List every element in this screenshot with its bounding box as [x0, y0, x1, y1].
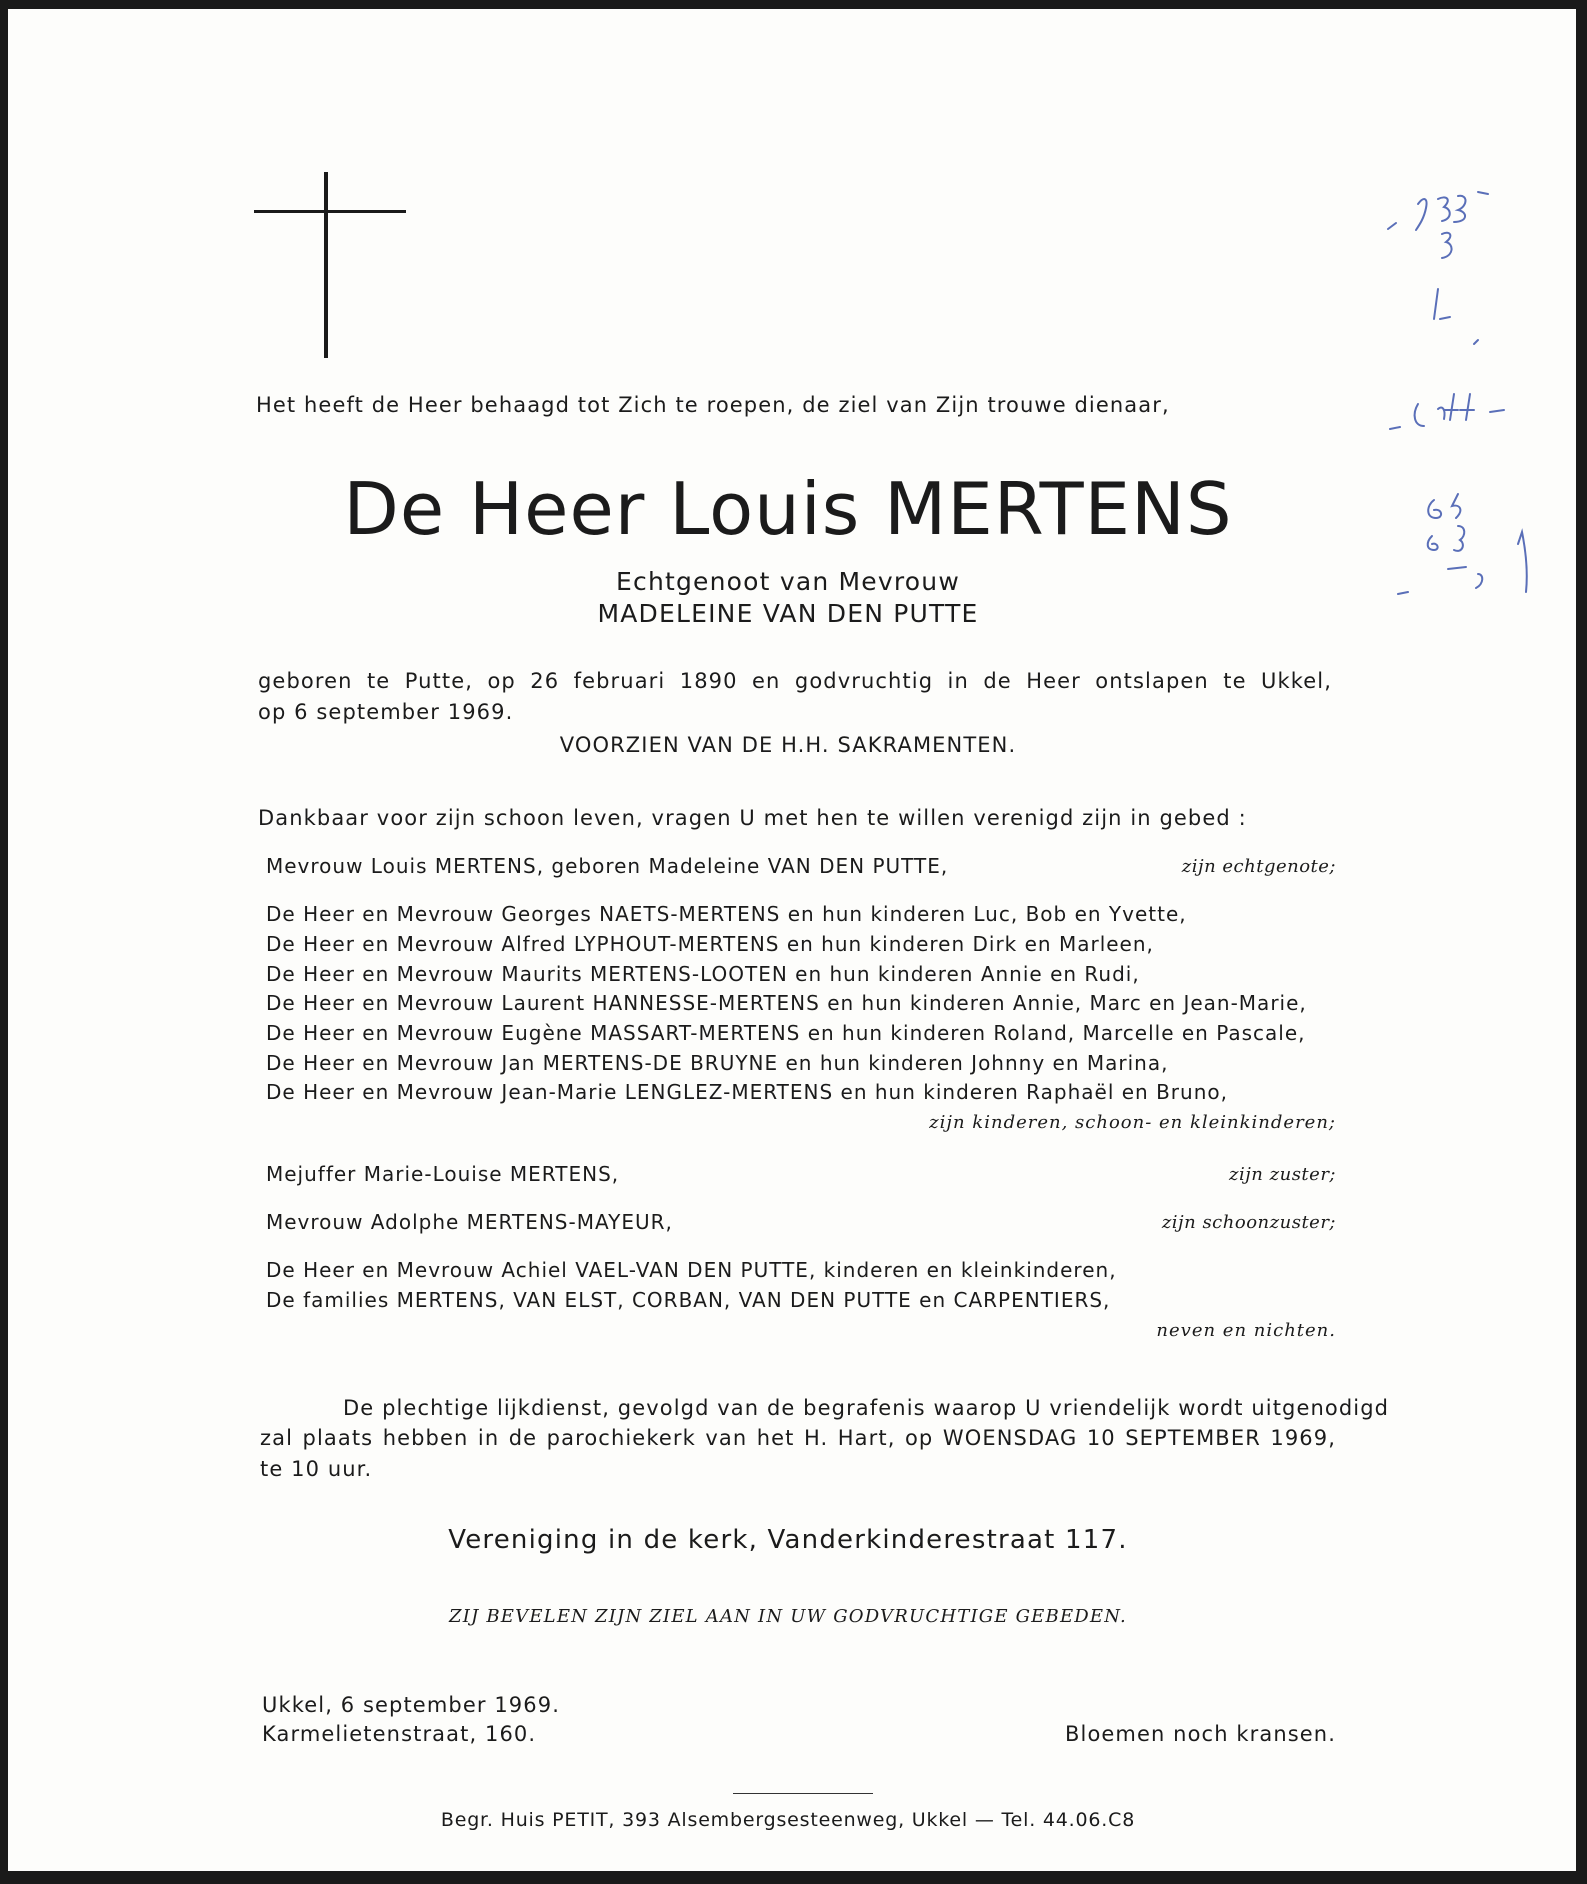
cross-icon	[254, 172, 406, 362]
prayer-line: ZIJ BEVELEN ZIJN ZIEL AAN IN UW GODVRUCHTIGE GEBEDEN.	[449, 1606, 1127, 1627]
place-date: Ukkel, 6 september 1969.	[262, 1693, 560, 1717]
sister-in-law-row	[266, 1210, 1336, 1234]
sister-name: Mejuffer Marie-Louise MERTENS,	[266, 1162, 620, 1186]
handwritten-notes	[1378, 174, 1558, 644]
deceased-name: De Heer Louis MERTENS	[343, 467, 1233, 551]
sister-in-law-relation: zijn schoonzuster;	[1161, 1212, 1336, 1233]
service-line-1: De plechtige lijkdienst, gevolgd van de begrafenis waarop U vriendelijk wordt uitgenodigd	[343, 1396, 1390, 1420]
birth-death-line-1: geboren te Putte, op 26 februari 1890 en godvruchtig in de Heer ontslapen te Ukkel,	[258, 669, 1332, 693]
divider	[733, 1793, 873, 1794]
widow-name: Mevrouw Louis MERTENS, geboren Madeleine VAN DEN PUTTE,	[266, 854, 949, 878]
child-row: De Heer en Mevrouw Georges NAETS-MERTENS en hun kinderen Luc, Bob en Yvette,	[266, 902, 1187, 926]
home-address: Karmelietenstraat, 160.	[262, 1722, 537, 1746]
child-row: De Heer en Mevrouw Laurent HANNESSE-MERTENS en hun kinderen Annie, Marc en Jean-Marie,	[266, 991, 1307, 1015]
widow-relation: zijn echtgenote;	[1181, 856, 1336, 877]
spouse-name: MADELEINE VAN DEN PUTTE	[597, 599, 979, 628]
cousin-row: De Heer en Mevrouw Achiel VAEL-VAN DEN PUTTE, kinderen en kleinkinderen,	[266, 1258, 1117, 1282]
obituary-card	[8, 9, 1576, 1871]
cousin-row: De families MERTENS, VAN ELST, CORBAN, VAN DEN PUTTE en CARPENTIERS,	[266, 1288, 1111, 1312]
sister-row	[266, 1162, 1336, 1186]
service-line-2: zal plaats hebben in de parochiekerk van het H. Hart, op WOENSDAG 10 SEPTEMBER 1969,	[260, 1426, 1336, 1450]
intro-text: Het heeft de Heer behaagd tot Zich te roepen, de ziel van Zijn trouwe dienaar,	[256, 393, 1170, 417]
widow-row	[266, 854, 1336, 878]
printer-imprint: Begr. Huis PETIT, 393 Alsembergsesteenweg, Ukkel — Tel. 44.06.C8	[440, 1809, 1136, 1831]
child-row: De Heer en Mevrouw Alfred LYPHOUT-MERTENS en hun kinderen Dirk en Marleen,	[266, 932, 1154, 956]
cousins-relation: neven en nichten.	[1156, 1320, 1336, 1341]
flowers-note: Bloemen noch kransen.	[1065, 1722, 1336, 1746]
children-relation: zijn kinderen, schoon- en kleinkinderen;	[929, 1112, 1336, 1133]
prayer-request: Dankbaar voor zijn schoon leven, vragen U met hen te willen verenigd zijn in gebed :	[258, 806, 1247, 830]
birth-death-line-2: op 6 september 1969.	[258, 700, 514, 724]
sister-relation: zijn zuster;	[1228, 1164, 1336, 1185]
child-row: De Heer en Mevrouw Eugène MASSART-MERTENS en hun kinderen Roland, Marcelle en Pascale,	[266, 1021, 1306, 1045]
service-line-3: te 10 uur.	[260, 1457, 373, 1481]
child-row: De Heer en Mevrouw Maurits MERTENS-LOOTEN en hun kinderen Annie en Rudi,	[266, 962, 1140, 986]
sacraments-text: VOORZIEN VAN DE H.H. SAKRAMENTEN.	[559, 733, 1017, 757]
spouse-label: Echtgenoot van Mevrouw	[616, 567, 960, 596]
child-row: De Heer en Mevrouw Jean-Marie LENGLEZ-MERTENS en hun kinderen Raphaël en Bruno,	[266, 1080, 1228, 1104]
child-row: De Heer en Mevrouw Jan MERTENS-DE BRUYNE en hun kinderen Johnny en Marina,	[266, 1051, 1169, 1075]
church-meeting: Vereniging in de kerk, Vanderkinderestraat 117.	[448, 1525, 1128, 1555]
sister-in-law-name: Mevrouw Adolphe MERTENS-MAYEUR,	[266, 1210, 673, 1234]
